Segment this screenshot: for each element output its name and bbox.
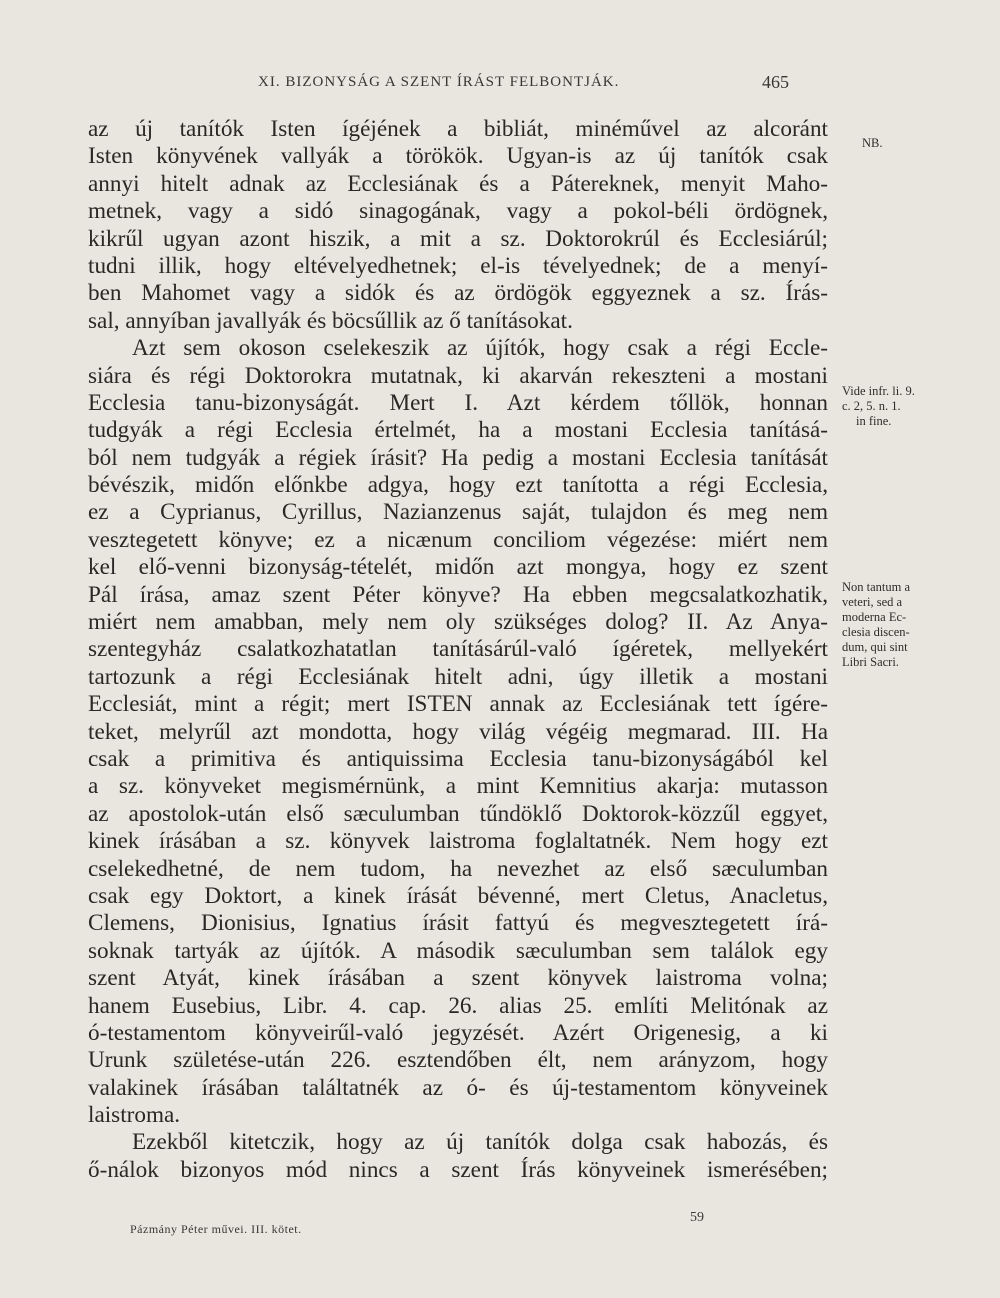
margin-note-nb: NB. <box>862 136 883 150</box>
text-line: Ezekből kitetczik, hogy az új tanítók dolga csak habozás, és <box>132 1129 828 1156</box>
text-line: tartozunk a régi Ecclesiának hitelt adni, úgy illetik a mostani <box>88 663 828 690</box>
text-line: bévészik, midőn előnkbe adgya, hogy ezt tanította a régi Ecclesia, <box>88 472 828 499</box>
text-line: Ecclesiát, mint a régit; mert ISTEN annak az Ecclesiának tett ígére- <box>88 691 828 718</box>
text-line: Urunk születése-után 226. esztendőben élt, nem arányzom, hogy <box>88 1047 828 1074</box>
text-line: tudgyák a régi Ecclesia értelmét, ha a mostani Ecclesia tanításá- <box>88 417 828 444</box>
body-text <box>88 116 828 1184</box>
text-line: szentegyház csalatkozhatatlan tanításárúl-való ígéretek, mellyekért <box>88 636 828 663</box>
margin-note-line: veteri, sed a <box>842 595 903 609</box>
footer-signature: 59 <box>690 1210 704 1225</box>
text-line: ez a Cyprianus, Cyrillus, Nazianzenus saját, tulajdon és meg nem <box>88 499 828 526</box>
text-line: laistroma. <box>88 1102 181 1129</box>
margin-note-line: Non tantum a <box>842 580 911 594</box>
text-line: csak a primitiva és antiquissima Ecclesia tanu-bizonyságából kel <box>88 745 828 772</box>
text-line: ó-testamentom könyveirűl-való jegyzését. Azért Origenesig, a ki <box>88 1019 828 1046</box>
text-line: az apostolok-után első sæculumban tűndöklő Doktorok-közzűl eggyet, <box>88 800 828 827</box>
text-line: vesztegetett könyve; ez a nicænum conciliom végezése: miért nem <box>88 526 828 553</box>
margin-note-non-tantum <box>842 580 910 670</box>
text-line: Isten könyvének vallyák a törökök. Ugyan-is az új tanítók csak <box>88 143 828 170</box>
text-line: Pál írása, amaz szent Péter könyve? Ha ebben megcsalatkozhatik, <box>88 581 828 608</box>
page-number: 465 <box>762 72 789 92</box>
text-line: Azt sem okoson cselekeszik az újítók, hogy csak a régi Eccle- <box>132 335 828 362</box>
text-line: kikrűl ugyan azont hiszik, a mit a sz. Doktorokrúl és Ecclesiárúl; <box>88 225 828 252</box>
text-line: sal, annyíban javallyák és böcsűllik az ő tanításokat. <box>88 307 573 334</box>
margin-note-line: Vide infr. li. 9. <box>842 384 915 398</box>
margin-note-line: in fine. <box>856 414 892 428</box>
text-line: csak egy Doktort, a kinek írását bévenné, mert Cletus, Anacletus, <box>88 882 828 909</box>
margin-note-line: dum, qui sint <box>842 640 908 654</box>
margin-note-vide <box>842 384 915 429</box>
text-line: szent Atyát, kinek írásában a szent könyvek laistroma volna; <box>88 965 828 992</box>
text-line: valakinek írásában találtatnék az ó- és új-testamentom könyveinek <box>88 1074 828 1101</box>
text-line: kinek írásában a sz. könyvek laistroma foglaltatnék. Nem hogy ezt <box>88 828 828 855</box>
text-line: az új tanítók Isten ígéjének a bibliát, minéművel az alcoránt <box>88 116 828 142</box>
text-line: ból nem tudgyák a régiek írásit? Ha pedig a mostani Ecclesia tanítását <box>88 444 828 471</box>
running-title: XI. BIZONYSÁG A SZENT ÍRÁST FELBONTJÁK. <box>258 74 620 90</box>
text-line: miért nem amabban, mely nem oly szükséges dolog? II. Az Anya- <box>88 609 828 636</box>
text-line: tudni illik, hogy eltévelyedhetnek; el-is tévelyednek; de a menyí- <box>88 252 828 279</box>
margin-note-line: Libri Sacri. <box>842 655 899 669</box>
text-line: ő-nálok bizonyos mód nincs a szent Írás könyveinek ismerésében; <box>88 1156 828 1183</box>
text-line: ben Mahomet vagy a sidók és az ördögök eggyeznek a sz. Írás- <box>88 280 828 307</box>
text-line: a sz. könyveket megismérnünk, a mint Kemnitius akarja: mutasson <box>88 773 828 800</box>
margin-note-line: moderna Ec- <box>842 610 907 624</box>
text-line: Clemens, Dionisius, Ignatius írásit fattyú és megvesztegetett írá- <box>88 910 828 937</box>
text-line: soknak tartyák az újítók. A második sæculumban sem találok egy <box>88 937 828 964</box>
text-line: metnek, vagy a sidó sinagogának, vagy a pokol-béli ördögnek, <box>88 198 828 225</box>
text-line: kel elő-venni bizonyság-tételét, midőn azt mongya, hogy ez szent <box>88 554 828 581</box>
text-line: teket, melyrűl azt mondotta, hogy világ végéig megmarad. III. Ha <box>88 718 828 745</box>
margin-note-line: clesia discen- <box>842 625 910 639</box>
text-line: annyi hitelt adnak az Ecclesiának és a Pátereknek, menyit Maho- <box>88 170 828 197</box>
text-line: Ecclesia tanu-bizonyságát. Mert I. Azt kérdem tőllök, honnan <box>88 389 828 416</box>
margin-note-line: c. 2, 5. n. 1. <box>842 399 901 413</box>
text-line: hanem Eusebius, Libr. 4. cap. 26. alias 25. említi Melitónak az <box>88 992 828 1019</box>
text-line: cselekedhetné, de nem tudom, ha nevezhet az első sæculumban <box>88 855 828 882</box>
footer-imprint: Pázmány Péter művei. III. kötet. <box>130 1222 302 1236</box>
text-line: siára és régi Doktorokra mutatnak, ki akarván rekeszteni a mostani <box>88 362 828 389</box>
